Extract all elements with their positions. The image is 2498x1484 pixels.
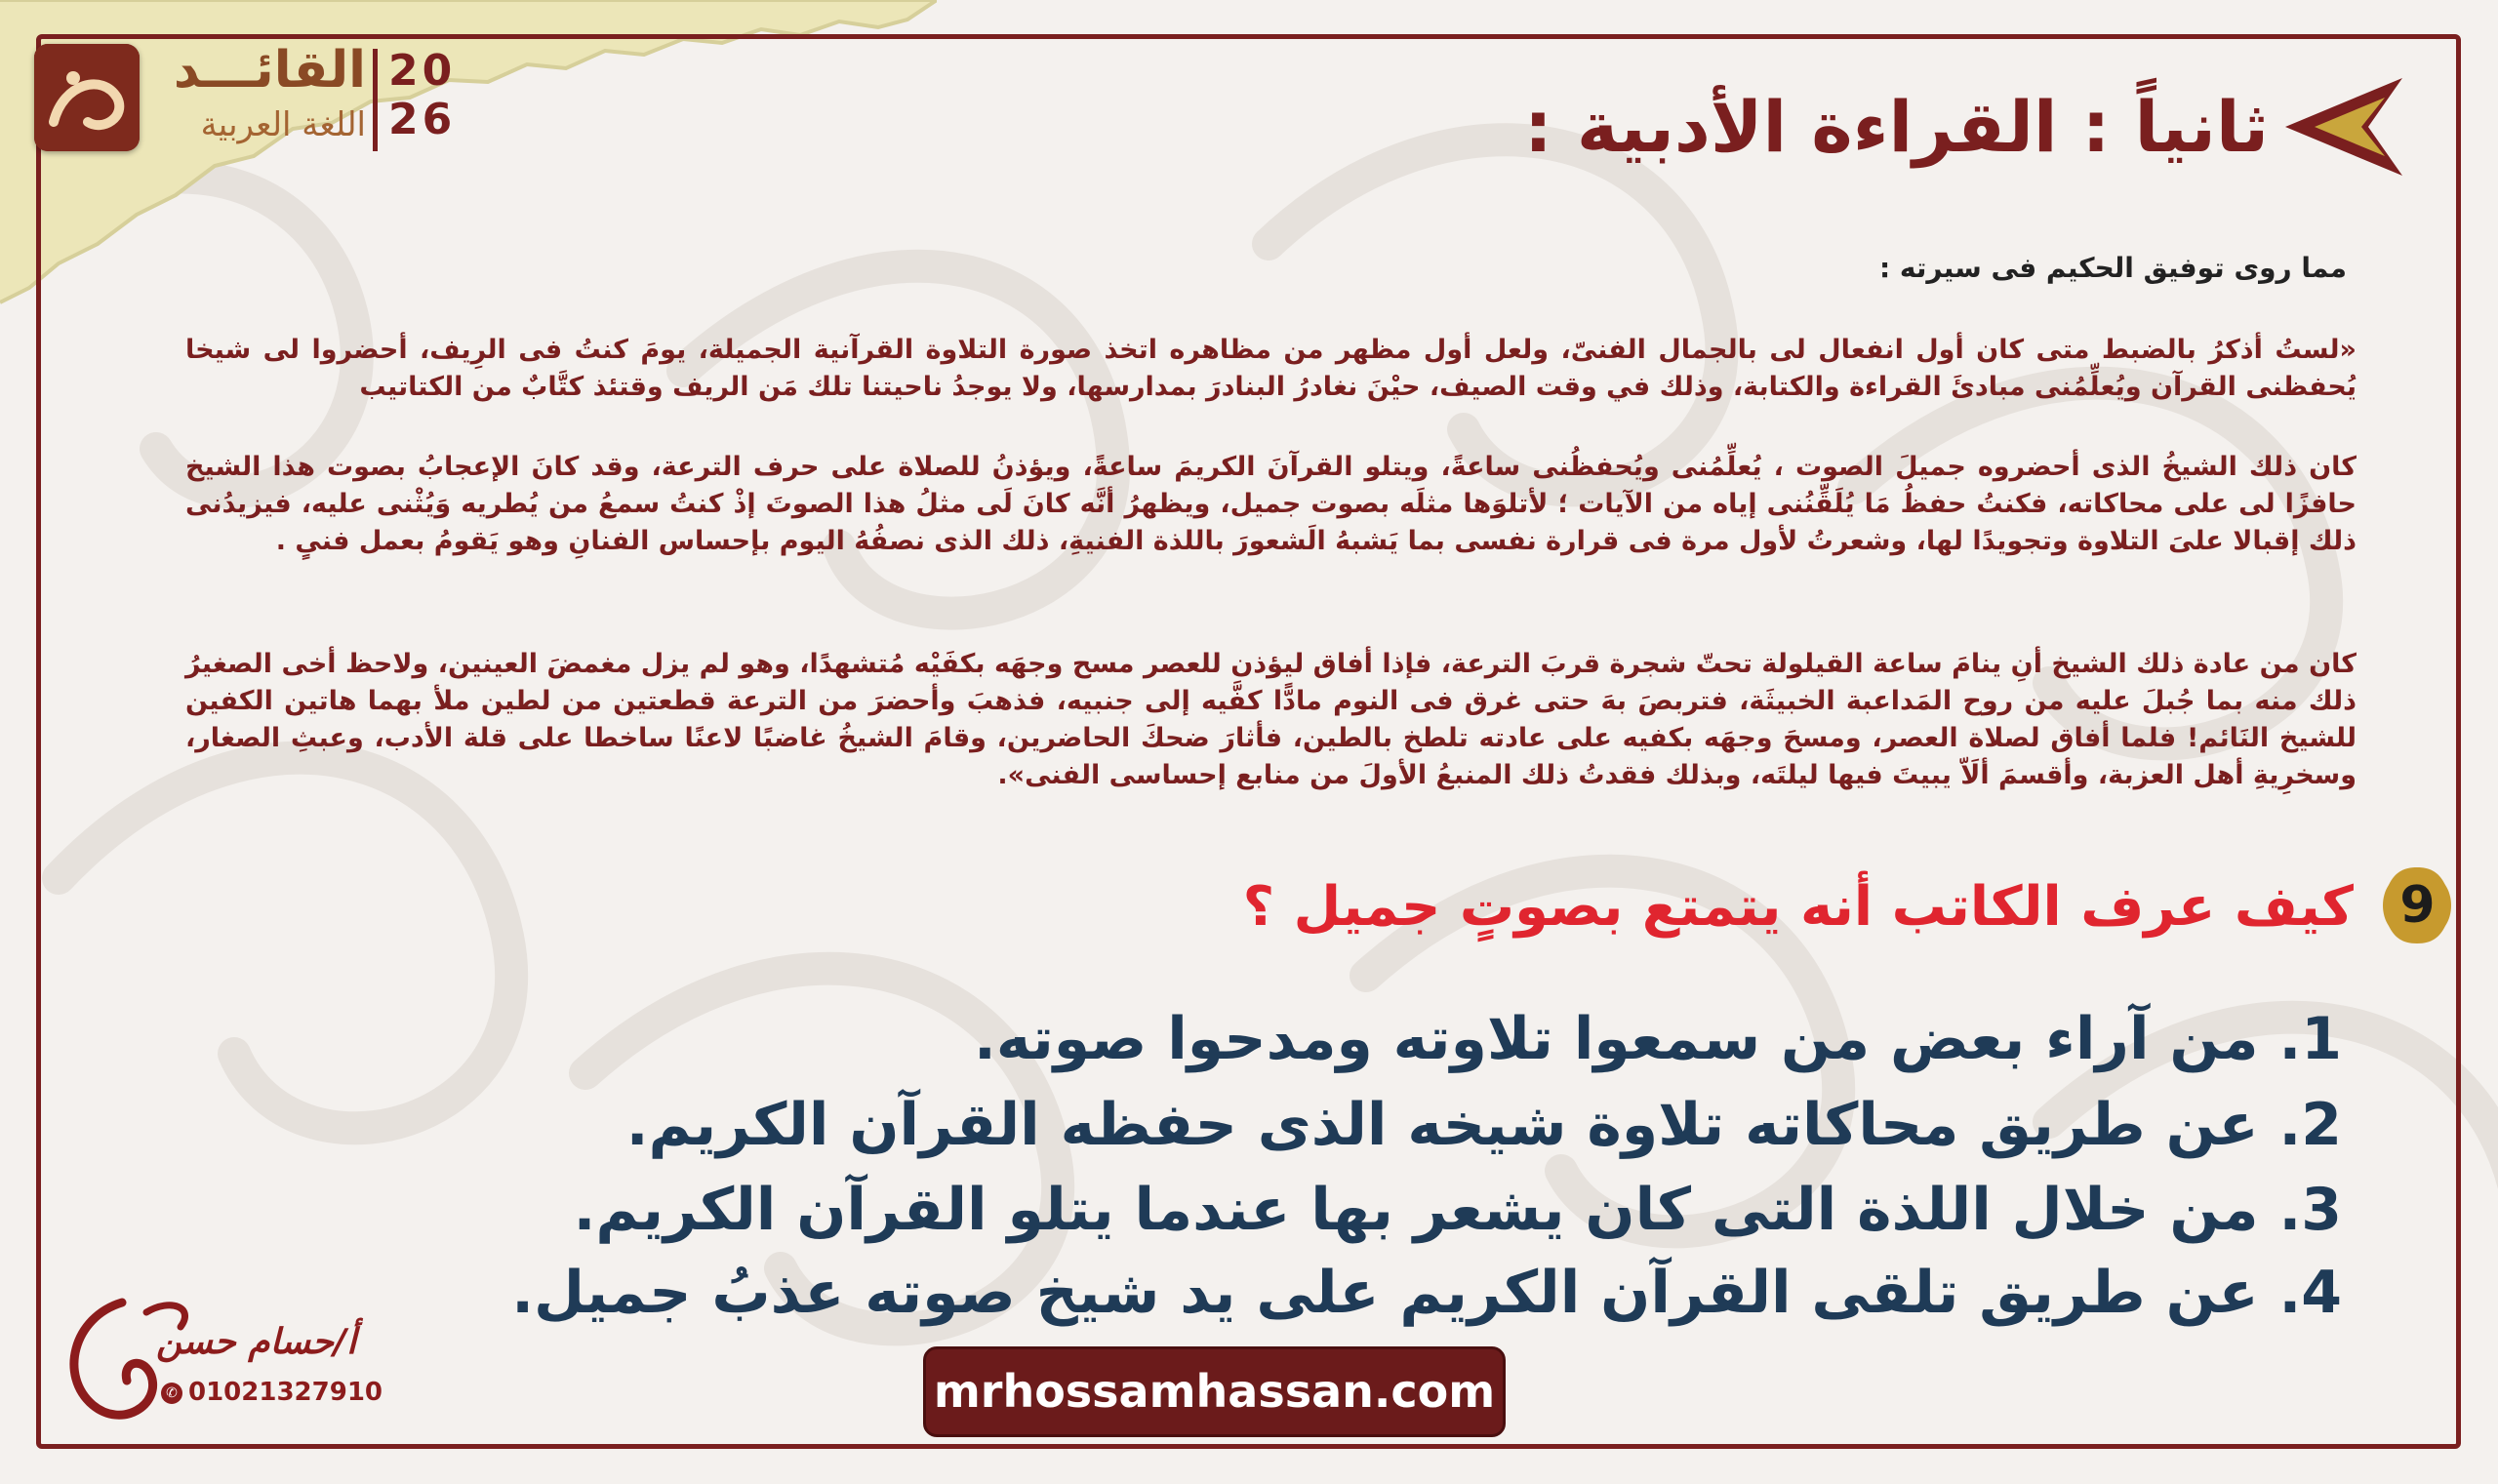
passage-para-3 <box>185 646 2357 794</box>
answer-number: 3. <box>2278 1176 2342 1244</box>
signature-name: أ/حسام حسن <box>156 1322 357 1362</box>
answer-2 <box>626 1086 2342 1164</box>
brand-logo <box>34 44 140 151</box>
answer-text: من خلال اللذة التى كان يشعر بها عندما يتلو القرآن الكريم. <box>573 1176 2259 1244</box>
brand-year <box>388 47 466 144</box>
signature-phone <box>161 1378 383 1407</box>
question-text: كيف عرف الكاتب أنه يتمتع بصوتٍ جميل ؟ <box>1242 875 2354 939</box>
brand-title: القائـــد <box>173 41 366 100</box>
question-number: 9 <box>2399 876 2436 935</box>
brand-subtitle: اللغة العربية <box>200 105 366 144</box>
phone-number: 01021327910 <box>188 1378 383 1407</box>
answer-text: عن طريق تلقى القرآن الكريم على يد شيخ صوته عذبُ جميل. <box>511 1259 2259 1327</box>
passage-text-2: كان ذلك الشيخُ الذى أحضروه جميلَ الصوت ، يُعلِّمُنى ويُحفظُنى ساعةً، ويتلو القرآنَ الكريمَ ساعةً، ويؤذنُ للصلاة على حرف الترعة، وقد كانَ الإعجابُ بصوت هذا الشيخ حافزًا لى على محاكاته، فكنتُ حفظُ مَا يُلَقِّنُنى إياه من الآيات ؛ لأتلوَها مثلَه بصوت جميل، ويظهرُ أنَّه كانَ لَى مثلُ هذا الصوتَ إذْ كنتُ سمعُ من يُطريه وَيُثْنى عليه، فيزيدُنى ذلك إقبالا علىَ التلاوة وتجويدًا لها، وشعرتُ لأول مرة فى قرارة نفسى بما يَشبهُ الَشعورَ باللذة الفنيةِ، ذلك الذى نصفُهُ اليوم بإحساس الفنانِ وهو يَقومُ بعمل فنىٍ . <box>185 452 2357 556</box>
brand-year-top: 20 <box>388 46 457 96</box>
passage-text-3: كان من عادة ذلك الشيخ أنِ ينامَ ساعة القيلولة تحتّ شجرة قربَ الترعة، فإذا أفاق ليؤذن للعصر مسح وجهَه بكفَيْه مُتشهدًا، وهو لم يزل مغمضَ العينين، ولاحظ أخى الصغيرُ ذلك منه بما جُبلَ عليه من روح المَداعبة الخبيثَة، فتربصَ بهَ حتى غرق فى النوم مادًّا كفَّيه إلى جنبيه، فذهبَ وأحضرَ من الترعة قطعتين من لطين ملأ بهما هاتين الكفين للشيخ النَائم! فلما أفاق لصلاة العصر، ومسحَ وجهَه بكفيه على عادته تلطخ بالطين، فأثارَ ضحكَ الحاضرين، وقامَ الشيخُ غاضبًا لاعنًا ساخطا على قلة الأدب، وعبثِ الصغار، وسخرِيةِ أهل العزبة، وأقسمَ ألَاّ يبيتَ فيها ليلتَه، وبذلك فقدتُ ذلك المنبعُ الأولَ من منابع إحساسى الفنى». <box>185 649 2357 790</box>
passage-para-2 <box>185 449 2357 560</box>
website-link[interactable]: mrhossamhassan.com <box>923 1346 1506 1437</box>
answer-3 <box>574 1171 2342 1249</box>
passage-intro: مما روى توفيق الحكيم فى سيرته : <box>1878 252 2347 284</box>
answer-1 <box>974 1000 2342 1078</box>
answer-number: 1. <box>2278 1005 2342 1073</box>
answer-text: عن طريق محاكاته تلاوة شيخه الذى حفظه القرآن الكريم. <box>625 1091 2259 1159</box>
arrow-left-icon <box>2276 73 2407 180</box>
answer-4 <box>511 1254 2342 1332</box>
brand-divider <box>373 49 378 151</box>
section-title: ثانياً : القراءة الأدبية : <box>1523 86 2269 168</box>
answer-number: 2. <box>2278 1091 2342 1159</box>
brand-year-bottom: 26 <box>388 95 457 144</box>
phone-icon: ✆ <box>161 1383 182 1404</box>
passage-text-1: «لستُ أذكرُ بالضبط متى كان أول انفعال لى بالجمال الفنىّ، ولعل أول مظهر من مظاهره اتخذ صورة التلاوة القرآنية الجميلة، يومَ كنتُ فى الرِيف، أحضروا لى شيخا يُحفظنى القرآن ويُعلِّمُنى مبادئَ القراءة والكتابة، وذلك في وقت الصيف، حيْنَ نغادرُ البنادرَ بمدارسها، ولا يوجدُ ناحيتنا تلك مَن الريف وقتئذ كتَّابٌ من الكتاتيب <box>185 335 2357 402</box>
answer-number: 4. <box>2278 1259 2342 1327</box>
answer-text: من آراء بعض من سمعوا تلاوته ومدحوا صوته. <box>974 1005 2259 1073</box>
passage-para-1 <box>185 332 2357 406</box>
